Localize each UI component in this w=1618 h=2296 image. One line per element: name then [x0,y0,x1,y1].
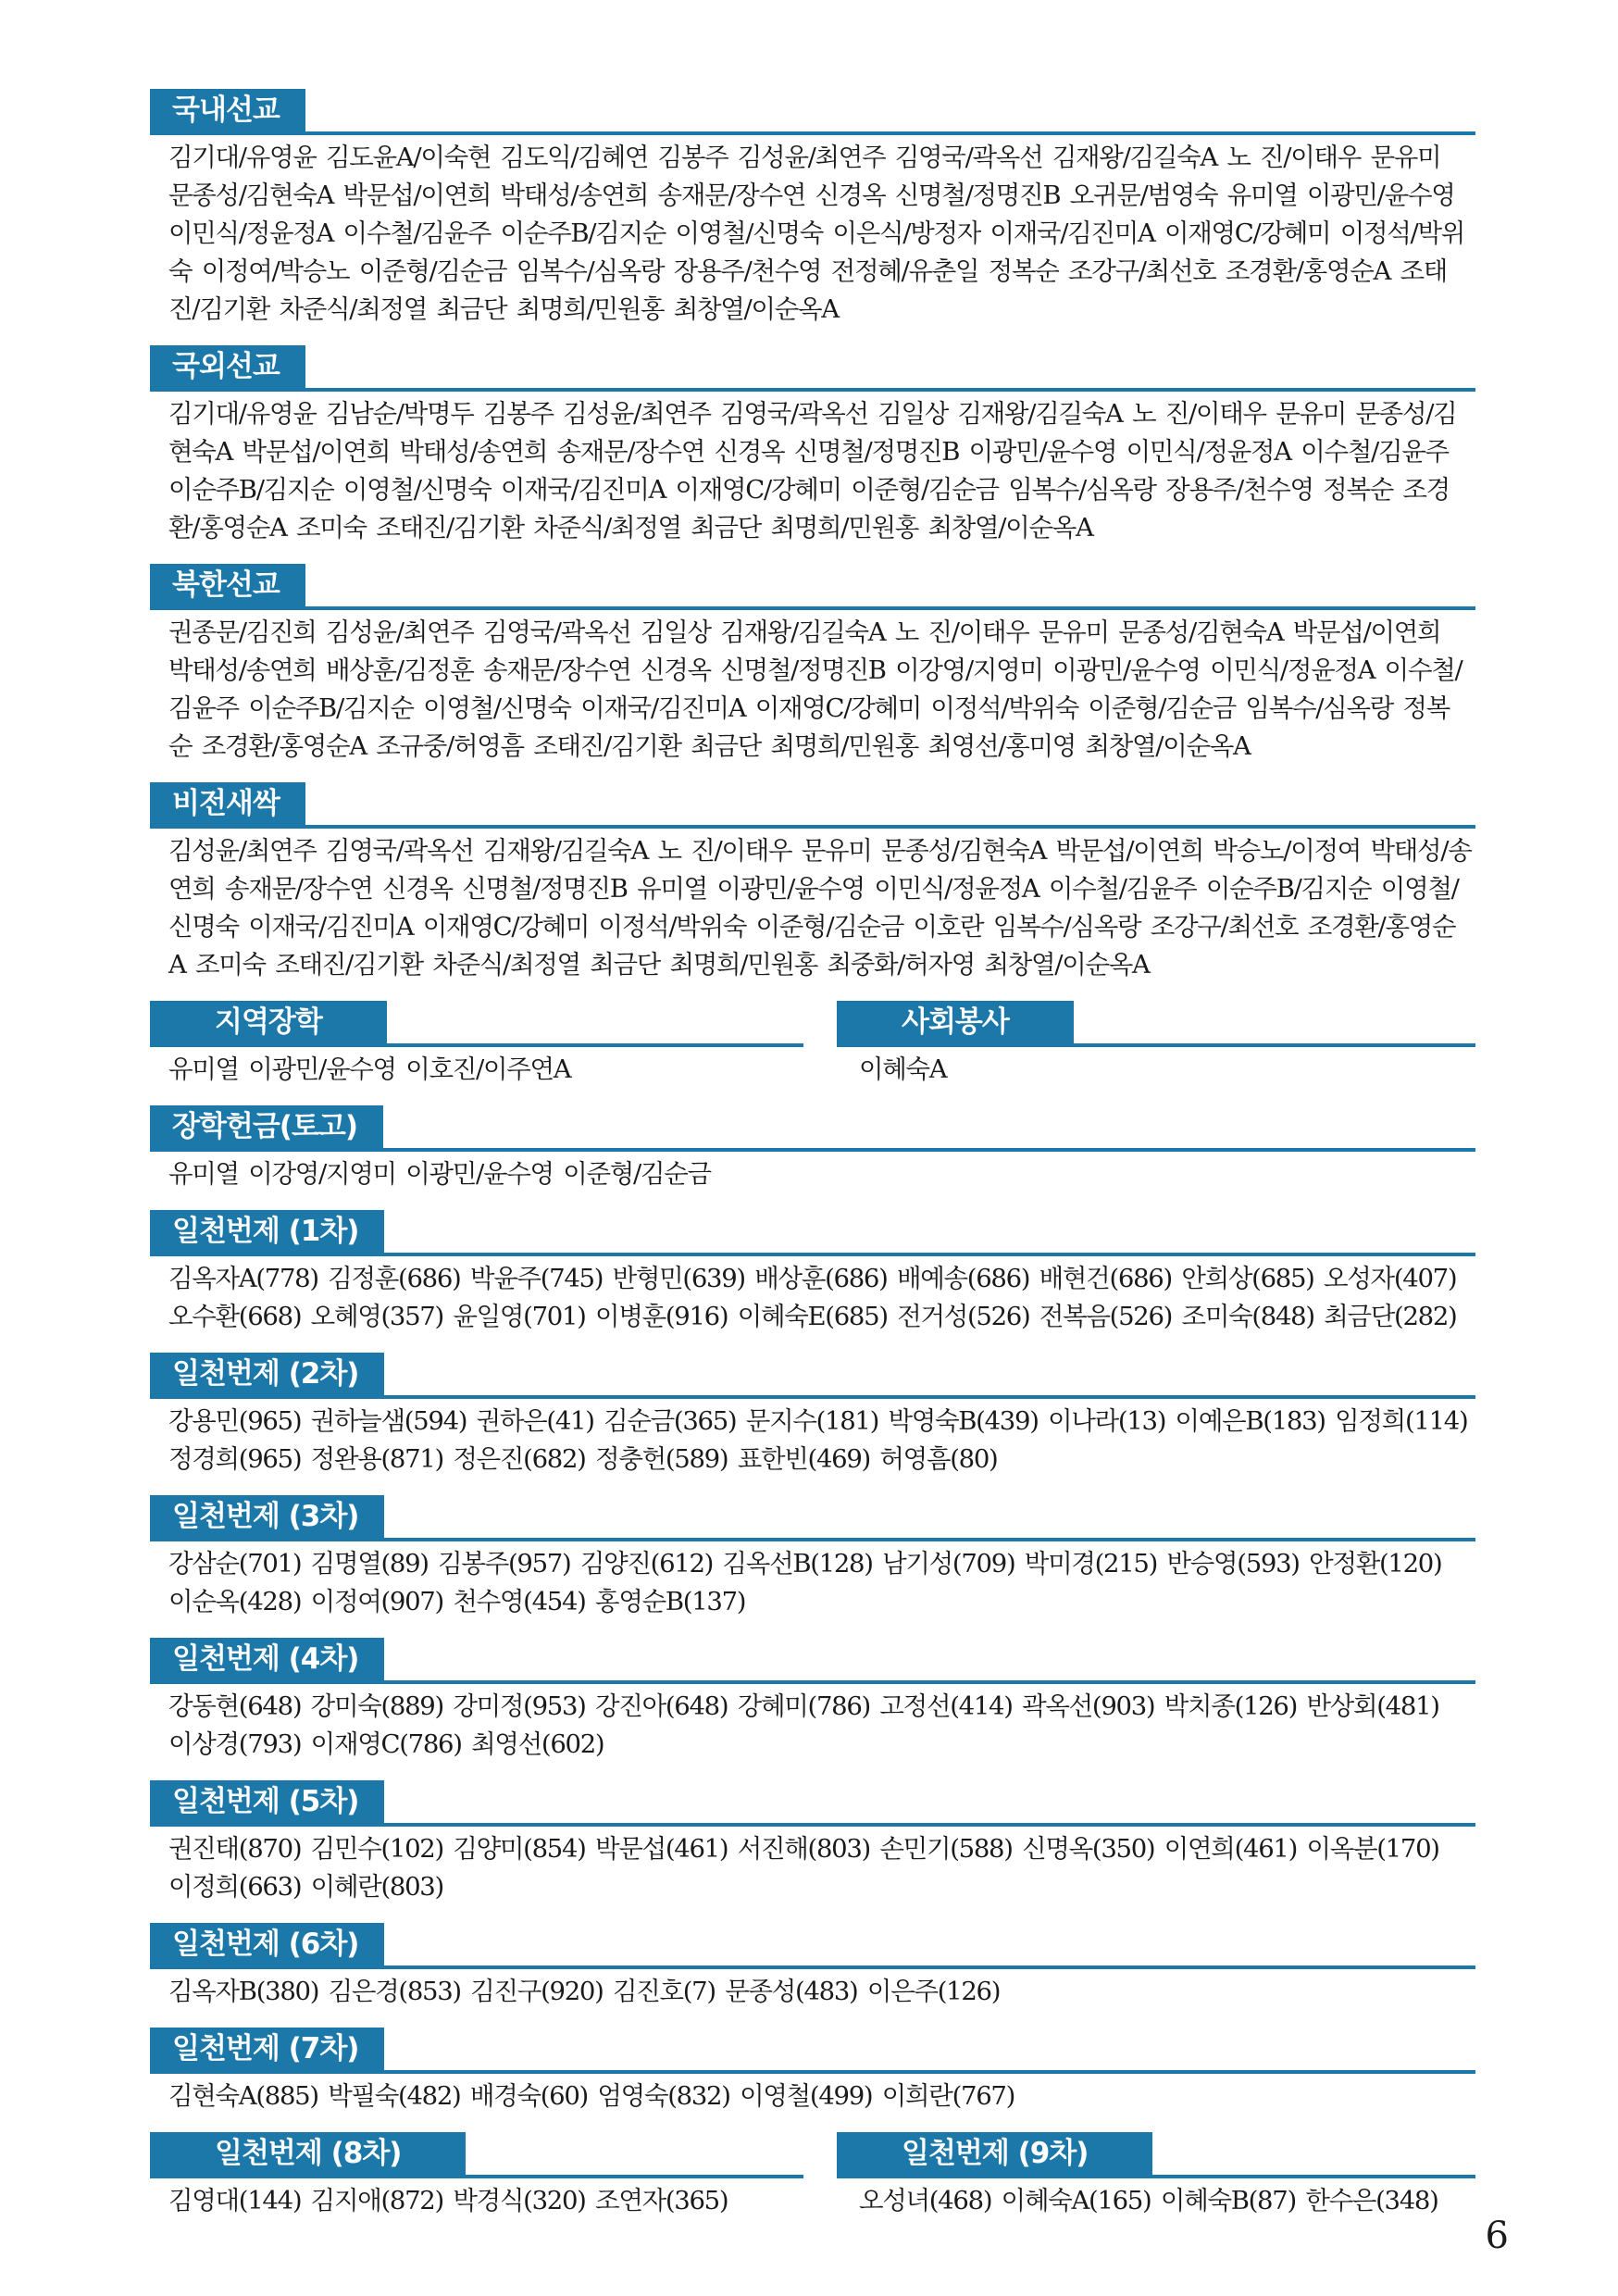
section-title: 사회봉사 [837,1001,1074,1043]
section-thousand-offering-2 [150,1353,1475,1479]
section-title: 일천번제 (6차) [150,1923,384,1965]
section-header [150,2132,803,2178]
section-thousand-offering-8 [150,2132,803,2220]
offering-list-page [150,89,1475,2237]
section-thousand-offering-9 [837,2132,1475,2220]
section-names: 강용민(965) 권하늘샘(594) 권하은(41) 김순금(365) 문지수(181) 박영숙B(439) 이나라(13) 이예은B(183) 임정희(114) 정경희(965) 정완용(871) 정은진(682) 정충헌(589) 표한빈(469) 허영흠(80) [168,1406,1468,1474]
section-names: 이혜숙A [859,1054,947,1084]
section-header [150,2028,1475,2074]
section-title: 일천번제 (9차) [837,2132,1152,2175]
section-thousand-offering-6 [150,1923,1475,2011]
section-title: 지역장학 [150,1001,387,1043]
section-header [150,1001,803,1047]
section-names: 강동현(648) 강미숙(889) 강미정(953) 강진아(648) 강혜미(786) 고정선(414) 곽옥선(903) 박치종(126) 반상회(481) 이상경(793) 이재영C(786) 최영선(602) [168,1691,1439,1759]
section-header [150,1780,1475,1827]
section-social-service [837,1001,1475,1089]
section-title: 국외선교 [150,345,305,388]
section-names: 강삼순(701) 김명열(89) 김봉주(957) 김양진(612) 김옥선B(128) 남기성(709) 박미경(215) 반승영(593) 안정환(120) 이순옥(428) 이정여(907) 천수영(454) 홍영순B(137) [168,1549,1442,1616]
section-title: 일천번제 (7차) [150,2028,384,2070]
section-title: 일천번제 (3차) [150,1495,384,1538]
section-names: 김현숙A(885) 박필숙(482) 배경숙(60) 엄영숙(832) 이영철(499) 이희란(767) [168,2081,1015,2111]
section-header [150,89,1475,135]
section-title: 일천번제 (1차) [150,1210,384,1253]
section-thousand-offering-7 [150,2028,1475,2115]
section-title: 일천번제 (8차) [150,2132,466,2175]
section-north-korea-mission [150,564,1475,766]
section-header [150,564,1475,610]
section-thousand-offering-5 [150,1780,1475,1906]
section-names: 유미열 이강영/지영미 이광민/윤수영 이준형/김순금 [168,1159,711,1189]
section-names: 김기대/유영윤 김도윤A/이숙현 김도익/김혜연 김봉주 김성윤/최연주 김영국/곽옥선 김재왕/김길숙A 노 진/이태우 문유미 문종성/김현숙A 박문섭/이연희 박태성/송연희 송재문/장수연 신경옥 신명철/정명진B 오귀문/범영숙 유미열 이광민/윤수영 이민식/정윤정A 이수철/김윤주 이순주B/김지순 이영철/신명숙 이은식/방정자 이재국/김진미A 이재영C/강혜미 이정석/박위숙 이정여/박승노 이준형/김순금 임복수/심옥랑 장용주/천수영 전정혜/유춘일 정복순 조강구/최선호 조경환/홍영순A 조태진/김기환 차준식/최정열 최금단 최명희/민원홍 최창열/이순옥A [168,143,1465,324]
section-regional-scholarship [150,1001,803,1089]
section-names: 김옥자B(380) 김은경(853) 김진구(920) 김진호(7) 문종성(483) 이은주(126) [168,1977,1001,2006]
row-regional-social [150,1001,1475,1089]
section-domestic-mission [150,89,1475,329]
section-header [150,1495,1475,1541]
section-header [837,1001,1475,1047]
section-header [150,1353,1475,1399]
section-vision-sprout [150,782,1475,984]
section-names: 권종문/김진희 김성윤/최연주 김영국/곽옥선 김일상 김재왕/김길숙A 노 진/이태우 문유미 문종성/김현숙A 박문섭/이연희 박태성/송연희 배상훈/김정훈 송재문/장수연 신경옥 신명철/정명진B 이강영/지영미 이광민/윤수영 이민식/정윤정A 이수철/김윤주 이순주B/김지순 이영철/신명숙 이재국/김진미A 이재영C/강혜미 이정석/박위숙 이준형/김순금 임복수/심옥랑 정복순 조경환/홍영순A 조규중/허영흠 조태진/김기환 최금단 최명희/민원홍 최영선/홍미영 최창열/이순옥A [168,618,1462,761]
section-header [150,345,1475,392]
section-title: 국내선교 [150,89,305,131]
section-thousand-offering-1 [150,1210,1475,1336]
page-number: 6 [1485,2215,1509,2257]
section-overseas-mission [150,345,1475,547]
section-title: 북한선교 [150,564,305,606]
section-names: 권진태(870) 김민수(102) 김양미(854) 박문섭(461) 서진해(803) 손민기(588) 신명옥(350) 이연희(461) 이옥분(170) 이정희(663) 이혜란(803) [168,1834,1439,1902]
section-header [150,1105,1475,1152]
section-scholarship-togo [150,1105,1475,1193]
section-header [150,1638,1475,1684]
section-header [150,1923,1475,1969]
section-thousand-offering-3 [150,1495,1475,1621]
section-names: 김영대(144) 김지애(872) 박경식(320) 조연자(365) [168,2186,728,2215]
row-thousand-offering-8-9 [150,2132,1475,2220]
section-header [837,2132,1475,2178]
section-thousand-offering-4 [150,1638,1475,1764]
section-title: 비전새싹 [150,782,305,825]
section-header [150,1210,1475,1256]
section-title: 일천번제 (2차) [150,1353,384,1395]
section-title: 장학헌금(토고) [150,1105,383,1148]
section-header [150,782,1475,829]
section-names: 김성윤/최연주 김영국/곽옥선 김재왕/김길숙A 노 진/이태우 문유미 문종성/김현숙A 박문섭/이연희 박승노/이정여 박태성/송연희 송재문/장수연 신경옥 신명철/정명진B 유미열 이광민/윤수영 이민식/정윤정A 이수철/김윤주 이순주B/김지순 이영철/신명숙 이재국/김진미A 이재영C/강혜미 이정석/박위숙 이준형/김순금 이호란 임복수/심옥랑 조강구/최선호 조경환/홍영순A 조미숙 조태진/김기환 차준식/최정열 최금단 최명희/민원홍 최중화/허자영 최창열/이순옥A [168,836,1472,980]
section-title: 일천번제 (5차) [150,1780,384,1823]
section-title: 일천번제 (4차) [150,1638,384,1680]
section-names: 오성녀(468) 이혜숙A(165) 이혜숙B(87) 한수은(348) [859,2186,1438,2215]
section-names: 김기대/유영윤 김남순/박명두 김봉주 김성윤/최연주 김영국/곽옥선 김일상 김재왕/김길숙A 노 진/이태우 문유미 문종성/김현숙A 박문섭/이연희 박태성/송연희 송재문/장수연 신경옥 신명철/정명진B 이광민/윤수영 이민식/정윤정A 이수철/김윤주 이순주B/김지순 이영철/신명숙 이재국/김진미A 이재영C/강혜미 이준형/김순금 임복수/심옥랑 장용주/천수영 정복순 조경환/홍영순A 조미숙 조태진/김기환 차준식/최정열 최금단 최명희/민원홍 최창열/이순옥A [168,399,1457,543]
section-names: 유미열 이광민/윤수영 이호진/이주연A [168,1054,571,1084]
section-names: 김옥자A(778) 김정훈(686) 박윤주(745) 반형민(639) 배상훈(686) 배예송(686) 배현건(686) 안희상(685) 오성자(407) 오수환(668) 오혜영(357) 윤일영(701) 이병훈(916) 이혜숙E(685) 전거성(526) 전복음(526) 조미숙(848) 최금단(282) [168,1264,1457,1331]
